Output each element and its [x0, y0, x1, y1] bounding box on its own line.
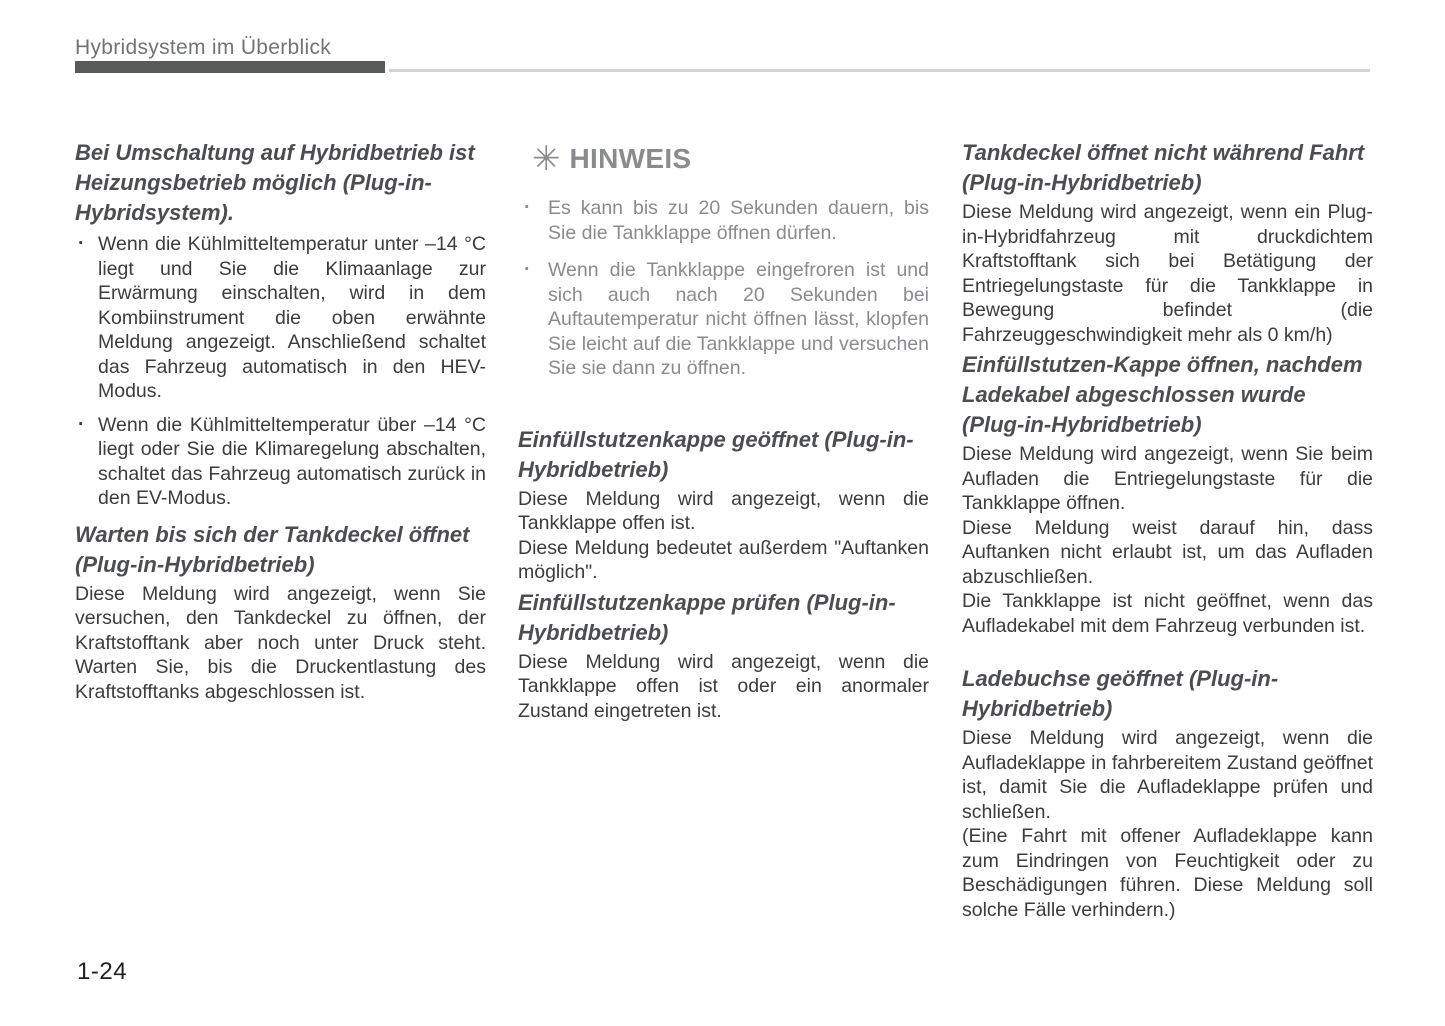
bullet-item: · Es kann bis zu 20 Sekunden dauern, bis Sie die Tankklappe öffnen dürfen. — [518, 196, 929, 245]
body-paragraph: Diese Meldung wird angezeigt, wenn ein Plug-in-Hybridfahrzeug mit druckdichtem Kraftstofftank sich bei Betätigung der Entriegelungstaste für die Tankklappe in Bewegung befindet (die Fahrzeuggeschwindigkeit mehr als 0 km/h) — [962, 201, 1373, 346]
body-paragraph: Diese Meldung weist darauf hin, dass Auftanken nicht erlaubt ist, um das Aufladen abzuschließen. — [962, 516, 1373, 588]
section-heading: Einfüllstutzenkappe prüfen (Plug-in-Hybridbetrieb) — [518, 589, 896, 645]
section-heading: Ladebuchse geöffnet (Plug-in-Hybridbetrieb) — [962, 666, 1279, 721]
section-heading: Bei Umschaltung auf Hybridbetrieb ist Heizungsbetrieb möglich (Plug-in-Hybridsystem). — [75, 140, 475, 225]
body-paragraph: Diese Meldung wird angezeigt, wenn die Tankklappe offen ist oder ein anormaler Zustand eingetreten ist. — [518, 650, 929, 722]
body-paragraph: Diese Meldung wird angezeigt, wenn Sie versuchen, den Tankdeckel zu öffnen, der Kraftstofftank aber noch unter Druck steht. Warten Sie, bis die Druckentlastung des Kraftstofftanks abgeschlossen ist. — [75, 582, 486, 703]
header-underline-bar — [75, 61, 385, 73]
section-heading: Einfüllstutzenkappe geöffnet (Plug-in-Hybridbetrieb) — [518, 426, 914, 482]
body-paragraph: Diese Meldung wird angezeigt, wenn Sie beim Aufladen die Entriegelungstaste für die Tankklappe öffnen. — [962, 443, 1373, 514]
column-right — [962, 138, 1373, 922]
header-rule-line — [389, 69, 1370, 72]
bullet-list — [75, 232, 486, 511]
bullet-item: · Wenn die Kühlmitteltemperatur über –14 °C liegt oder Sie die Klimaregelung abschalten, schaltet das Fahrzeug automatisch zurück in den EV-Modus. — [75, 413, 486, 511]
body-paragraph: Die Tankklappe ist nicht geöffnet, wenn das Aufladekabel mit dem Fahrzeug verbunden ist. — [962, 590, 1373, 637]
bullet-item: · Wenn die Tankklappe eingefroren ist und sich auch nach 20 Sekunden bei Auftautemperatur nicht öffnen lässt, klopfen Sie leicht auf die Tankklappe und versuchen Sie sie dann zu öffnen. — [518, 258, 929, 381]
section-heading: Warten bis sich der Tankdeckel öffnet (Plug-in-Hybridbetrieb) — [75, 521, 470, 577]
section-heading: Einfüllstutzen-Kappe öffnen, nachdem Ladekabel abgeschlossen wurde (Plug-in-Hybridbetrieb) — [962, 352, 1363, 437]
notice-label: HINWEIS — [569, 143, 692, 174]
body-paragraph: Diese Meldung wird angezeigt, wenn die Tankklappe offen ist. — [518, 487, 929, 534]
notice-header — [532, 142, 929, 176]
body-paragraph: Diese Meldung bedeutet außerdem "Auftanken möglich". — [518, 536, 929, 583]
notice-bullet-list — [518, 196, 929, 381]
body-paragraph: (Eine Fahrt mit offener Aufladeklappe kann zum Eindringen von Feuchtigkeit oder zu Beschädigungen führen. Diese Meldung soll solche Fälle verhindern.) — [962, 825, 1373, 921]
page-number: 1-24 — [77, 958, 128, 985]
notice-block — [518, 142, 929, 381]
column-left — [75, 138, 486, 704]
asterisk-icon: ✳ — [532, 140, 561, 178]
body-paragraph: Diese Meldung wird angezeigt, wenn die Aufladeklappe in fahrbereitem Zustand geöffnet ist, damit Sie die Aufladeklappe prüfen und schließen. — [962, 727, 1373, 823]
section-heading: Tankdeckel öffnet nicht während Fahrt (Plug-in-Hybridbetrieb) — [962, 140, 1365, 195]
column-middle — [518, 138, 929, 723]
page-header-title: Hybridsystem im Überblick — [75, 36, 332, 59]
bullet-item: · Wenn die Kühlmitteltemperatur unter –14 °C liegt und Sie die Klimaanlage zur Erwärmung einschalten, wird in dem Kombiinstrument die oben erwähnte Meldung angezeigt. Anschließend schaltet das Fahrzeug automatisch in den HEV-Modus. — [75, 232, 486, 404]
